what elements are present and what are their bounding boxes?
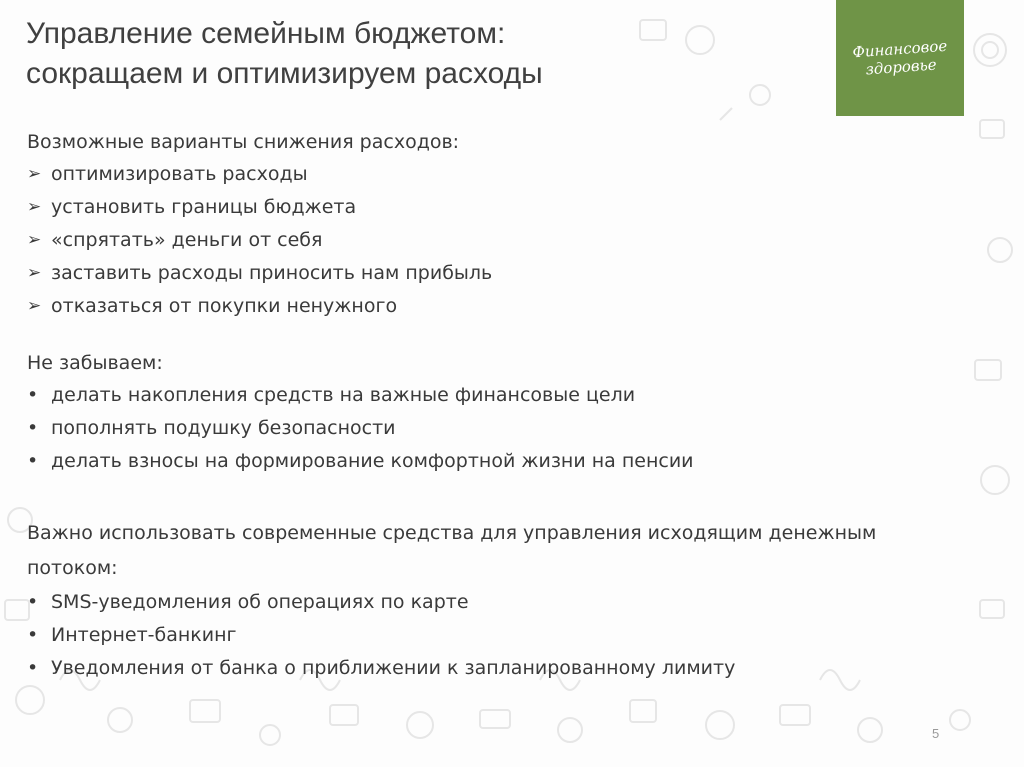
- slide-content: [27, 126, 987, 685]
- page-number: 5: [932, 726, 940, 741]
- list-item: ➢ отказаться от покупки ненужного: [27, 290, 987, 323]
- arrow-bullet-icon: ➢: [27, 230, 42, 250]
- logo-line-2: здоровье: [864, 55, 937, 79]
- logo-text: [851, 37, 948, 80]
- list-item: • делать взносы на формирование комфортной жизни на пенсии: [27, 445, 987, 478]
- arrow-bullet-icon: ➢: [27, 263, 42, 283]
- arrow-bullet-icon: ➢: [27, 296, 42, 316]
- list-item: ➢ установить границы бюджета: [27, 191, 987, 224]
- list-item: • Уведомления от банка о приближении к запланированному лимиту: [27, 652, 987, 685]
- slide-title: [26, 14, 816, 94]
- arrow-bullet-icon: ➢: [27, 164, 42, 184]
- list-item: • Интернет-банкинг: [27, 619, 987, 652]
- section-2-list: [27, 379, 987, 478]
- arrow-bullet-icon: ➢: [27, 197, 42, 217]
- section-1-heading: Возможные варианты снижения расходов:: [27, 131, 460, 153]
- list-item: ➢ «спрятать» деньги от себя: [27, 224, 987, 257]
- logo-line-1: Финансовое: [851, 36, 948, 62]
- dot-bullet-icon: •: [27, 417, 39, 439]
- section-2-heading: Не забываем:: [27, 352, 163, 374]
- title-line-2: сокращаем и оптимизируем расходы: [26, 57, 543, 90]
- list-item: • SMS-уведомления об операциях по карте: [27, 586, 987, 619]
- list-item: ➢ оптимизировать расходы: [27, 158, 987, 191]
- dot-bullet-icon: •: [27, 657, 39, 679]
- title-line-1: Управление семейным бюджетом:: [26, 17, 506, 50]
- section-3-list: [27, 586, 987, 685]
- list-item: • пополнять подушку безопасности: [27, 412, 987, 445]
- list-item: • делать накопления средств на важные финансовые цели: [27, 379, 987, 412]
- section-1-list: [27, 158, 987, 323]
- section-3-heading: Важно использовать современные средства для управления исходящим денежным потоком:: [27, 522, 877, 579]
- dot-bullet-icon: •: [27, 591, 39, 613]
- list-item: ➢ заставить расходы приносить нам прибыль: [27, 257, 987, 290]
- dot-bullet-icon: •: [27, 624, 39, 646]
- dot-bullet-icon: •: [27, 384, 39, 406]
- financial-health-logo: [836, 0, 964, 116]
- dot-bullet-icon: •: [27, 450, 39, 472]
